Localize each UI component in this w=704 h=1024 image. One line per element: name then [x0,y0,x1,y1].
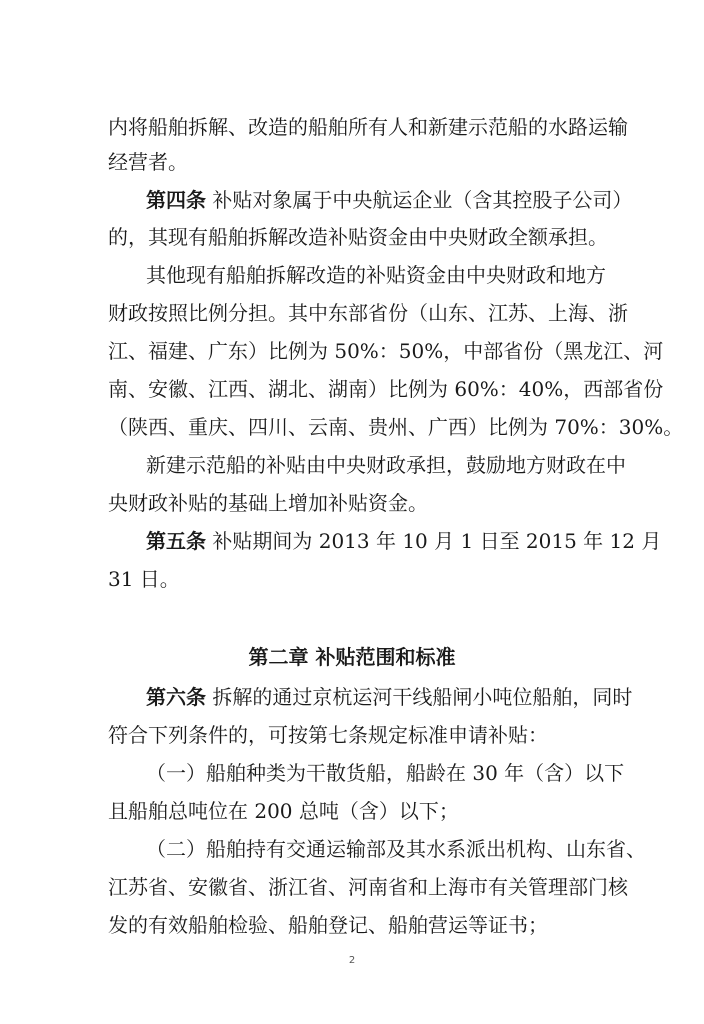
paragraph-line: （一）船舶种类为干散货船，船龄在 30 年（含）以下 [146,761,625,785]
paragraph-line: （二）船舶持有交通运输部及其水系派出机构、山东省、 [146,837,646,861]
paragraph-line: 财政按照比例分担。其中东部省份（山东、江苏、上海、浙 [108,301,628,325]
paragraph-line: 新建示范船的补贴由中央财政承担，鼓励地方财政在中 [146,453,626,477]
article-6-line: 第六条 拆解的通过京杭运河干线船闸小吨位船舶，同时 [146,685,633,709]
paragraph-line: 内将船舶拆解、改造的船舶所有人和新建示范船的水路运输 [108,115,628,139]
paragraph-line: 南、安徽、江西、湖北、湖南）比例为 60%：40%，西部省份 [108,377,664,401]
paragraph-line: 且船舶总吨位在 200 总吨（含）以下； [108,799,459,823]
paragraph-line: 经营者。 [108,150,188,174]
paragraph-line: 31 日。 [108,567,180,591]
paragraph-line: 央财政补贴的基础上增加补贴资金。 [108,491,428,515]
paragraph-line: 符合下列条件的，可按第七条规定标准申请补贴： [108,723,548,747]
paragraph-line: 的，其现有船舶拆解改造补贴资金由中央财政全额承担。 [108,225,608,249]
chapter-title: 第二章 补贴范围和标准 [248,645,456,669]
article-5-heading: 第五条 [146,529,206,553]
article-5-line: 第五条 补贴期间为 2013 年 10 月 1 日至 2015 年 12 月 [146,529,662,553]
paragraph-line: 发的有效船舶检验、船舶登记、船舶营运等证书； [108,913,548,937]
paragraph-line: 其他现有船舶拆解改造的补贴资金由中央财政和地方 [146,263,606,287]
paragraph-line: （陕西、重庆、四川、云南、贵州、广西）比例为 70%：30%。 [108,415,684,439]
article-6-heading: 第六条 [146,685,206,709]
article-4-heading: 第四条 [146,188,206,212]
paragraph-line: 江苏省、安徽省、浙江省、河南省和上海市有关管理部门核 [108,875,628,899]
article-4-line: 第四条 补贴对象属于中央航运企业（含其控股子公司） [146,188,633,212]
page-number: 2 [348,955,356,966]
paragraph-line: 江、福建、广东）比例为 50%：50%，中部省份（黑龙江、河 [108,339,664,363]
